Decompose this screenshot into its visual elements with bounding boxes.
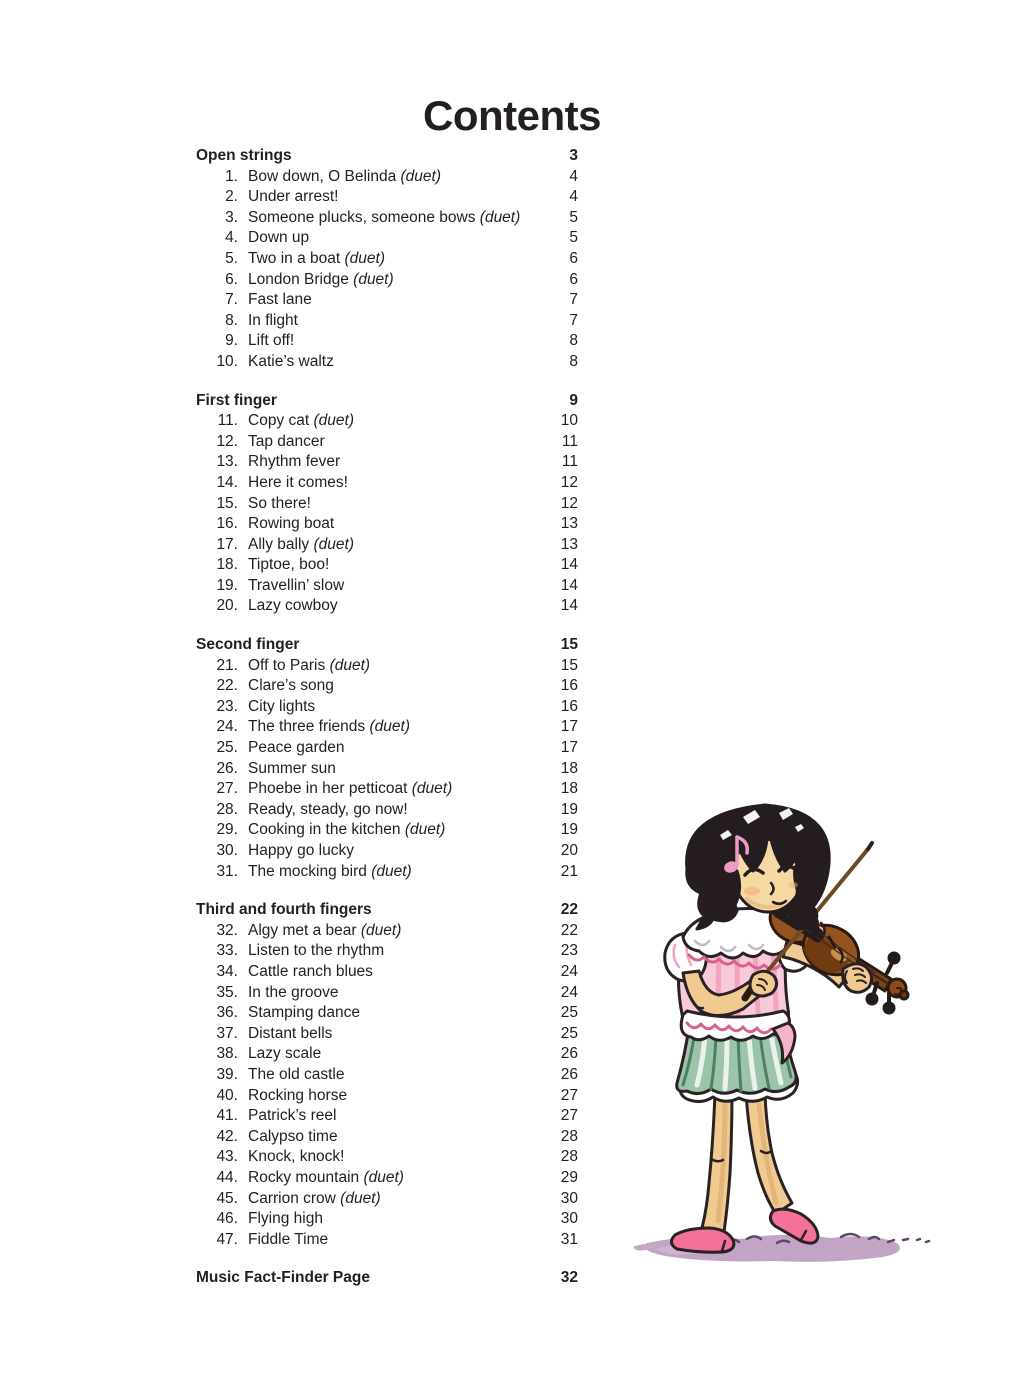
item-title: London Bridge (duet) xyxy=(248,270,394,288)
item-title: Rocking horse xyxy=(248,1086,348,1104)
item-number: 41. xyxy=(216,1107,238,1125)
item-title: Knock, knock! xyxy=(248,1148,345,1166)
item-number: 43. xyxy=(216,1148,238,1166)
toc-item xyxy=(196,576,578,597)
toc-item xyxy=(196,167,578,188)
item-title: Down up xyxy=(248,229,310,247)
section-heading: Open strings xyxy=(196,147,292,164)
toc-item xyxy=(196,596,578,617)
item-title: Stamping dance xyxy=(248,1004,361,1022)
section-heading: First finger xyxy=(196,391,277,409)
item-number: 8. xyxy=(225,311,238,329)
item-title: Tap dancer xyxy=(248,432,325,450)
item-title: The old castle xyxy=(248,1065,345,1083)
item-number: 1. xyxy=(225,167,238,185)
item-number: 14. xyxy=(216,473,238,491)
item-page-number: 19 xyxy=(560,800,578,818)
item-annotation: (duet) xyxy=(344,249,386,267)
item-number: 4. xyxy=(225,229,238,247)
item-number: 6. xyxy=(225,270,238,288)
item-number: 35. xyxy=(216,983,238,1001)
item-annotation: (duet) xyxy=(340,1189,381,1207)
item-number: 30. xyxy=(216,842,238,859)
item-title: Fast lane xyxy=(248,291,312,309)
item-title: Peace garden xyxy=(248,739,345,757)
item-number: 20. xyxy=(216,597,238,615)
item-page-number: 15 xyxy=(560,656,578,674)
item-page-number: 16 xyxy=(560,697,578,715)
item-title: Patrick’s reel xyxy=(248,1107,337,1125)
toc-section xyxy=(196,391,578,618)
item-title: Two in a boat (duet) xyxy=(248,249,386,267)
toc-item xyxy=(196,208,578,229)
item-number: 31. xyxy=(216,862,238,880)
toc-item xyxy=(196,1065,578,1086)
toc-item xyxy=(196,800,578,821)
item-title: So there! xyxy=(248,494,311,512)
item-title: Cattle ranch blues xyxy=(248,962,373,980)
item-number: 17. xyxy=(216,535,238,553)
item-page-number: 28 xyxy=(560,1127,578,1145)
item-title: Summer sun xyxy=(248,759,336,777)
section-heading-row xyxy=(196,1268,578,1289)
item-number: 46. xyxy=(216,1210,238,1228)
item-number: 19. xyxy=(216,576,238,594)
item-title: Fiddle Time xyxy=(248,1230,329,1248)
toc-item xyxy=(196,1147,578,1168)
item-title: Distant bells xyxy=(248,1024,333,1042)
item-title: Carrion crow (duet) xyxy=(248,1189,381,1207)
item-number: 13. xyxy=(216,453,238,471)
item-number: 39. xyxy=(216,1065,238,1083)
item-annotation: (duet) xyxy=(404,821,446,839)
toc-item xyxy=(196,983,578,1004)
section-page-number: 3 xyxy=(569,147,578,164)
page-title: Contents xyxy=(423,92,601,140)
item-page-number: 8 xyxy=(569,332,578,350)
item-title: Listen to the rhythm xyxy=(248,942,385,960)
toc-item xyxy=(196,862,578,883)
item-title: Off to Paris (duet) xyxy=(248,656,371,674)
item-page-number: 26 xyxy=(560,1045,578,1063)
toc-item xyxy=(196,187,578,208)
toc-item xyxy=(196,555,578,576)
section-page-number: 9 xyxy=(569,391,578,409)
toc-item xyxy=(196,290,578,311)
item-title: Calypso time xyxy=(248,1127,338,1145)
item-page-number: 21 xyxy=(560,862,578,880)
toc-section xyxy=(196,1268,578,1289)
toc-item xyxy=(196,1086,578,1107)
toc-item xyxy=(196,249,578,270)
item-page-number: 20 xyxy=(560,842,578,859)
section-heading: Third and fourth fingers xyxy=(196,901,372,919)
item-number: 38. xyxy=(216,1045,238,1063)
item-title: In flight xyxy=(248,311,298,329)
section-heading-row xyxy=(196,146,578,167)
item-number: 3. xyxy=(225,208,238,226)
section-heading-row xyxy=(196,391,578,412)
item-page-number: 31 xyxy=(560,1230,578,1248)
item-number: 7. xyxy=(225,291,238,309)
item-number: 25. xyxy=(216,739,238,757)
item-annotation: (duet) xyxy=(313,535,354,553)
item-number: 45. xyxy=(216,1189,238,1207)
toc-item xyxy=(196,228,578,249)
item-page-number: 18 xyxy=(560,759,578,777)
item-page-number: 11 xyxy=(561,432,578,450)
item-title: Lazy cowboy xyxy=(248,597,338,615)
toc-section xyxy=(196,146,578,373)
item-page-number: 10 xyxy=(560,412,578,430)
item-number: 33. xyxy=(216,942,238,960)
item-number: 5. xyxy=(225,249,238,267)
toc-item xyxy=(196,1024,578,1045)
toc-item xyxy=(196,1209,578,1230)
item-page-number: 14 xyxy=(560,556,578,574)
item-number: 29. xyxy=(216,821,238,839)
item-page-number: 30 xyxy=(560,1210,578,1228)
item-number: 42. xyxy=(216,1127,238,1145)
toc-item xyxy=(196,779,578,800)
item-annotation: (duet) xyxy=(313,412,354,430)
item-annotation: (duet) xyxy=(400,167,442,185)
item-page-number: 6 xyxy=(569,249,578,267)
toc-item xyxy=(196,352,578,373)
toc-item xyxy=(196,1044,578,1065)
item-page-number: 27 xyxy=(560,1107,578,1125)
toc-item xyxy=(196,1127,578,1148)
item-page-number: 16 xyxy=(560,677,578,695)
item-number: 40. xyxy=(216,1086,238,1104)
section-page-number: 22 xyxy=(560,901,578,919)
toc-item xyxy=(196,1230,578,1251)
item-number: 11. xyxy=(217,412,238,430)
item-title: Travellin’ slow xyxy=(248,576,345,594)
toc-item xyxy=(196,759,578,780)
toc-item xyxy=(196,1168,578,1189)
item-number: 22. xyxy=(216,677,238,695)
item-number: 10. xyxy=(216,352,238,370)
toc-item xyxy=(196,270,578,291)
violin-girl-illustration xyxy=(625,783,1024,1303)
item-title: Ready, steady, go now! xyxy=(248,800,408,818)
item-title: Here it comes! xyxy=(248,473,348,491)
item-number: 9. xyxy=(225,332,238,350)
item-page-number: 14 xyxy=(560,597,578,615)
item-title: Katie’s waltz xyxy=(248,352,334,370)
toc-section xyxy=(196,635,578,882)
item-page-number: 23 xyxy=(560,942,578,960)
toc-item xyxy=(196,962,578,983)
section-page-number: 32 xyxy=(560,1269,578,1287)
item-title: Flying high xyxy=(248,1210,323,1228)
toc-item xyxy=(196,432,578,453)
item-page-number: 13 xyxy=(560,515,578,533)
item-title: In the groove xyxy=(248,983,339,1001)
toc-item xyxy=(196,1189,578,1210)
item-number: 15. xyxy=(216,494,238,512)
toc-item xyxy=(196,494,578,515)
item-annotation: (duet) xyxy=(369,718,410,736)
section-heading: Second finger xyxy=(196,636,300,654)
item-annotation: (duet) xyxy=(411,780,453,798)
item-title: The mocking bird (duet) xyxy=(248,862,412,880)
item-page-number: 12 xyxy=(560,494,578,512)
item-number: 34. xyxy=(216,962,238,980)
item-page-number: 17 xyxy=(560,739,578,757)
item-page-number: 4 xyxy=(569,188,578,206)
toc-item xyxy=(196,921,578,942)
item-page-number: 24 xyxy=(560,983,578,1001)
item-title: Happy go lucky xyxy=(248,842,354,859)
toc-item xyxy=(196,473,578,494)
section-heading: Music Fact-Finder Page xyxy=(196,1269,370,1287)
item-title: Lazy scale xyxy=(248,1045,322,1063)
item-title: Someone plucks, someone bows (duet) xyxy=(248,208,521,226)
item-page-number: 29 xyxy=(560,1168,578,1186)
bow-hand-shape xyxy=(750,971,777,996)
item-title: Under arrest! xyxy=(248,188,339,206)
item-title: Cooking in the kitchen (duet) xyxy=(248,821,446,839)
item-page-number: 13 xyxy=(560,535,578,553)
item-page-number: 17 xyxy=(560,718,578,736)
item-title: Ally bally (duet) xyxy=(248,535,354,553)
item-annotation: (duet) xyxy=(363,1168,404,1186)
item-page-number: 14 xyxy=(560,576,578,594)
item-page-number: 7 xyxy=(569,311,578,329)
item-page-number: 4 xyxy=(569,167,578,185)
item-number: 37. xyxy=(216,1024,238,1042)
section-heading-row xyxy=(196,900,578,921)
item-number: 18. xyxy=(216,556,238,574)
item-number: 44. xyxy=(216,1168,238,1186)
item-page-number: 19 xyxy=(560,821,578,839)
item-title: Rocky mountain (duet) xyxy=(248,1168,404,1186)
toc-item xyxy=(196,656,578,677)
item-page-number: 22 xyxy=(560,921,578,939)
toc-item xyxy=(196,411,578,432)
item-title: Copy cat (duet) xyxy=(248,412,354,430)
item-page-number: 25 xyxy=(560,1024,578,1042)
toc-item xyxy=(196,535,578,556)
item-number: 26. xyxy=(216,759,238,777)
item-page-number: 26 xyxy=(560,1065,578,1083)
item-title: The three friends (duet) xyxy=(248,718,410,736)
item-page-number: 30 xyxy=(560,1189,578,1207)
item-number: 23. xyxy=(216,697,238,715)
toc-section xyxy=(196,900,578,1250)
toc-item xyxy=(196,676,578,697)
item-title: Lift off! xyxy=(248,332,295,350)
item-page-number: 27 xyxy=(560,1086,578,1104)
item-annotation: (duet) xyxy=(360,921,402,939)
item-annotation: (duet) xyxy=(353,270,394,288)
item-page-number: 18 xyxy=(560,780,578,798)
item-page-number: 24 xyxy=(560,962,578,980)
item-title: Phoebe in her petticoat (duet) xyxy=(248,780,453,798)
illustration-canvas xyxy=(625,783,1024,1303)
toc-item xyxy=(196,1106,578,1127)
item-title: Algy met a bear (duet) xyxy=(248,921,402,939)
item-page-number: 25 xyxy=(560,1004,578,1022)
toc-item xyxy=(196,331,578,352)
item-annotation: (duet) xyxy=(371,862,412,880)
toc-item xyxy=(196,841,578,862)
item-page-number: 7 xyxy=(569,291,578,309)
item-annotation: (duet) xyxy=(479,208,521,226)
item-page-number: 5 xyxy=(569,229,578,247)
toc-item xyxy=(196,738,578,759)
toc-item xyxy=(196,452,578,473)
item-page-number: 5 xyxy=(569,208,578,226)
item-number: 28. xyxy=(216,800,238,818)
item-number: 16. xyxy=(216,515,238,533)
section-heading-row xyxy=(196,635,578,656)
item-page-number: 11 xyxy=(561,453,578,471)
toc-item xyxy=(196,514,578,535)
item-number: 24. xyxy=(216,718,238,736)
item-title: Rowing boat xyxy=(248,515,335,533)
table-of-contents xyxy=(196,146,578,1289)
toc-item xyxy=(196,717,578,738)
toc-item xyxy=(196,697,578,718)
toc-item xyxy=(196,311,578,332)
item-page-number: 28 xyxy=(560,1148,578,1166)
item-annotation: (duet) xyxy=(329,656,371,674)
item-title: City lights xyxy=(248,697,316,715)
item-title: Bow down, O Belinda (duet) xyxy=(248,167,442,185)
item-number: 12. xyxy=(216,432,238,450)
item-number: 32. xyxy=(216,921,238,939)
left-hand-shape xyxy=(843,964,872,993)
item-number: 2. xyxy=(225,188,238,206)
item-title: Clare’s song xyxy=(248,677,334,695)
section-page-number: 15 xyxy=(560,636,578,654)
item-page-number: 12 xyxy=(560,473,578,491)
item-title: Tiptoe, boo! xyxy=(248,556,330,574)
item-page-number: 8 xyxy=(569,352,578,370)
item-title: Rhythm fever xyxy=(248,453,341,471)
item-page-number: 6 xyxy=(569,270,578,288)
item-number: 36. xyxy=(216,1004,238,1022)
item-number: 27. xyxy=(216,780,238,798)
toc-item xyxy=(196,820,578,841)
toc-item xyxy=(196,1003,578,1024)
item-number: 47. xyxy=(216,1230,238,1248)
toc-item xyxy=(196,941,578,962)
item-number: 21. xyxy=(216,656,238,674)
